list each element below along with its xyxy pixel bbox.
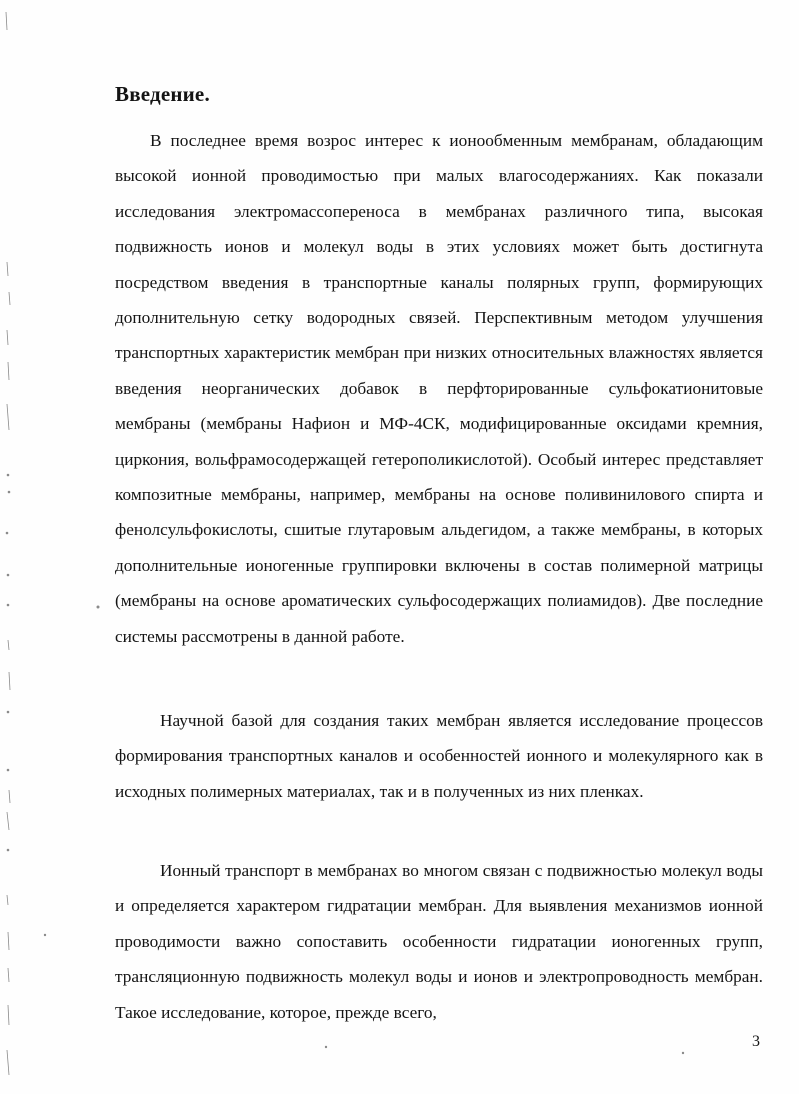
page-number: 3 [752, 1033, 760, 1050]
section-heading: Введение. [115, 82, 210, 106]
paragraph-scientific-basis: Научной базой для создания таких мембран является исследование процессов формирования транспортных каналов и особенностей ионного и молекулярного как в исходных полимерных материалах, так и в полученных из них пленках. [115, 711, 763, 801]
paragraph-intro: В последнее время возрос интерес к ионообменным мембранам, обладающим высокой ионной проводимостью при малых влагосодержаниях. Как показали исследования электромассопереноса в мембранах различного типа, высокая подвижность ионов и молекул воды в этих условиях может быть достигнута посредством введения в транспортные каналы полярных групп, формирующих дополнительную сетку водородных связей. Перспективным методом улучшения транспортных характеристик мембран при низких относительных влажностях является введения неорганических добавок в перфторированные сульфокатионитовые мембраны (мембраны Нафион и МФ-4СК, модифицированные оксидами кремния, циркония, вольфрамосодержащей гетерополикислотой). Особый интерес представляет композитные мембраны, например, мембраны на основе поливинилового спирта и фенолсульфокислоты, сшитые глутаровым альдегидом, а также мембраны, в которых дополнительные ионогенные группировки включены в состав полимерной матрицы (мембраны на основе ароматических сульфосодержащих полиамидов). Две последние системы рассмотрены в данной работе. [115, 131, 763, 646]
paragraph-ion-transport: Ионный транспорт в мембранах во многом связан с подвижностью молекул воды и определяется характером гидратации мембран. Для выявления механизмов ионной проводимости важно сопоставить особенности гидратации ионогенных групп, трансляционную подвижность молекул воды и ионов и электропроводность мембран. Такое исследование, которое, прежде всего, [115, 861, 763, 1022]
